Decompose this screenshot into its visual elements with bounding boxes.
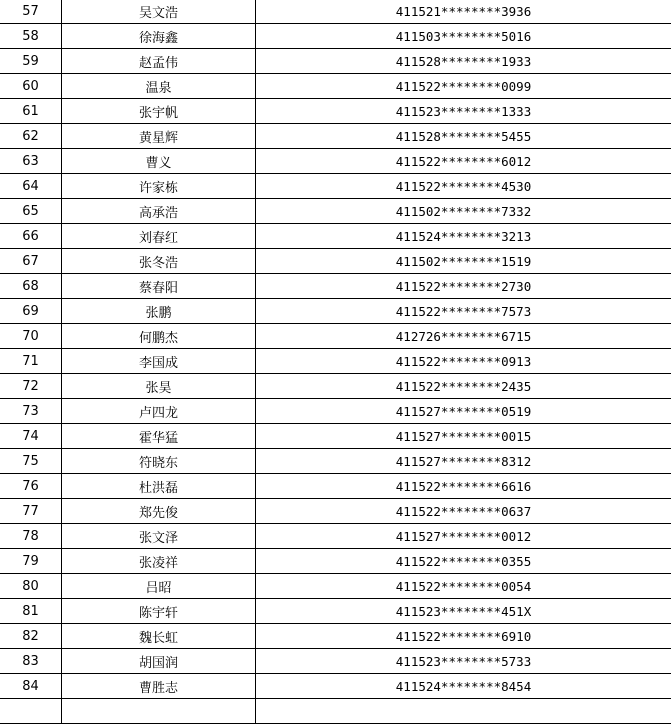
name-cell[interactable]: 郑先俊	[62, 499, 256, 524]
name-cell[interactable]: 符晓东	[62, 449, 256, 474]
name-cell[interactable]: 张鹏	[62, 299, 256, 324]
name-cell[interactable]: 卢四龙	[62, 399, 256, 424]
name-cell[interactable]: 张昊	[62, 374, 256, 399]
id-number-cell[interactable]: 411522********6616	[256, 474, 671, 499]
row-number-cell[interactable]: 78	[0, 524, 62, 549]
name-cell[interactable]: 许家栋	[62, 174, 256, 199]
row-number-cell[interactable]: 79	[0, 549, 62, 574]
row-number-cell[interactable]: 58	[0, 24, 62, 49]
id-number-cell[interactable]: 411524********3213	[256, 224, 671, 249]
id-number-cell[interactable]: 411522********7573	[256, 299, 671, 324]
id-number-cell[interactable]: 411527********0012	[256, 524, 671, 549]
id-number-cell[interactable]: 411522********0099	[256, 74, 671, 99]
table-row	[0, 149, 671, 174]
table-row	[0, 24, 671, 49]
row-number-cell[interactable]: 66	[0, 224, 62, 249]
row-number-cell[interactable]: 67	[0, 249, 62, 274]
table-row	[0, 399, 671, 424]
name-cell[interactable]: 吴文浩	[62, 0, 256, 24]
row-number-cell[interactable]: 83	[0, 649, 62, 674]
id-number-cell[interactable]: 411522********0054	[256, 574, 671, 599]
row-number-cell[interactable]: 84	[0, 674, 62, 699]
row-number-cell[interactable]: 68	[0, 274, 62, 299]
row-number-cell[interactable]: 73	[0, 399, 62, 424]
table-row	[0, 74, 671, 99]
id-number-cell[interactable]: 411522********0355	[256, 549, 671, 574]
name-cell[interactable]: 张文泽	[62, 524, 256, 549]
id-number-cell[interactable]: 411523********1333	[256, 99, 671, 124]
id-number-cell[interactable]: 411502********7332	[256, 199, 671, 224]
table-row	[0, 624, 671, 649]
name-cell[interactable]: 何鹏杰	[62, 324, 256, 349]
name-cell[interactable]: 张凌祥	[62, 549, 256, 574]
id-number-cell[interactable]: 411527********0015	[256, 424, 671, 449]
name-cell[interactable]: 曹胜志	[62, 674, 256, 699]
id-number-cell[interactable]: 411523********451X	[256, 599, 671, 624]
row-number-cell[interactable]: 59	[0, 49, 62, 74]
table-row	[0, 124, 671, 149]
name-cell[interactable]	[62, 699, 256, 724]
row-number-cell[interactable]: 60	[0, 74, 62, 99]
name-cell[interactable]: 张冬浩	[62, 249, 256, 274]
table-row	[0, 224, 671, 249]
table-row	[0, 49, 671, 74]
name-cell[interactable]: 霍华猛	[62, 424, 256, 449]
row-number-cell[interactable]: 72	[0, 374, 62, 399]
name-cell[interactable]: 张宇帆	[62, 99, 256, 124]
table-row	[0, 324, 671, 349]
row-number-cell[interactable]: 70	[0, 324, 62, 349]
name-cell[interactable]: 曹义	[62, 149, 256, 174]
name-cell[interactable]: 徐海鑫	[62, 24, 256, 49]
name-cell[interactable]: 陈宇轩	[62, 599, 256, 624]
table-row	[0, 524, 671, 549]
id-number-cell[interactable]: 411523********5733	[256, 649, 671, 674]
table-row	[0, 574, 671, 599]
id-number-cell[interactable]: 411502********1519	[256, 249, 671, 274]
id-number-cell[interactable]: 411522********2435	[256, 374, 671, 399]
table-row	[0, 299, 671, 324]
table-row	[0, 199, 671, 224]
name-cell[interactable]: 李国成	[62, 349, 256, 374]
name-cell[interactable]: 温泉	[62, 74, 256, 99]
table-row	[0, 449, 671, 474]
table-row	[0, 474, 671, 499]
row-number-cell[interactable]: 74	[0, 424, 62, 449]
table-row	[0, 349, 671, 374]
table-row	[0, 274, 671, 299]
row-number-cell[interactable]: 65	[0, 199, 62, 224]
row-number-cell[interactable]: 75	[0, 449, 62, 474]
row-number-cell[interactable]: 62	[0, 124, 62, 149]
table-row	[0, 374, 671, 399]
table-row	[0, 699, 671, 724]
id-number-cell[interactable]: 411503********5016	[256, 24, 671, 49]
name-cell[interactable]: 魏长虹	[62, 624, 256, 649]
id-number-cell[interactable]: 411522********6910	[256, 624, 671, 649]
row-number-cell[interactable]: 71	[0, 349, 62, 374]
name-cell[interactable]: 黄星辉	[62, 124, 256, 149]
table-row	[0, 424, 671, 449]
row-number-cell[interactable]: 69	[0, 299, 62, 324]
id-number-cell[interactable]: 411521********3936	[256, 0, 671, 24]
row-number-cell[interactable]: 77	[0, 499, 62, 524]
id-number-cell[interactable]: 411528********5455	[256, 124, 671, 149]
row-number-cell[interactable]: 81	[0, 599, 62, 624]
id-number-cell[interactable]: 412726********6715	[256, 324, 671, 349]
id-number-cell[interactable]: 411522********4530	[256, 174, 671, 199]
table-row	[0, 174, 671, 199]
name-cell[interactable]: 蔡春阳	[62, 274, 256, 299]
name-cell[interactable]: 吕昭	[62, 574, 256, 599]
row-number-cell[interactable]: 61	[0, 99, 62, 124]
name-cell[interactable]: 胡国润	[62, 649, 256, 674]
row-number-cell[interactable]: 82	[0, 624, 62, 649]
table-row	[0, 249, 671, 274]
id-number-cell[interactable]: 411524********8454	[256, 674, 671, 699]
id-number-cell[interactable]: 411522********2730	[256, 274, 671, 299]
id-number-cell[interactable]: 411527********0519	[256, 399, 671, 424]
table-row	[0, 599, 671, 624]
table-row	[0, 0, 671, 24]
id-number-cell[interactable]: 411528********1933	[256, 49, 671, 74]
name-cell[interactable]: 刘春红	[62, 224, 256, 249]
table-row	[0, 649, 671, 674]
table-row	[0, 99, 671, 124]
row-number-cell[interactable]: 64	[0, 174, 62, 199]
name-cell[interactable]: 赵孟伟	[62, 49, 256, 74]
table-row	[0, 499, 671, 524]
row-number-cell[interactable]: 57	[0, 0, 62, 24]
row-number-cell[interactable]	[0, 699, 62, 724]
row-number-cell[interactable]: 63	[0, 149, 62, 174]
name-cell[interactable]: 杜洪磊	[62, 474, 256, 499]
id-number-cell[interactable]	[256, 699, 671, 724]
id-number-cell[interactable]: 411522********6012	[256, 149, 671, 174]
id-number-cell[interactable]: 411527********8312	[256, 449, 671, 474]
name-cell[interactable]: 高承浩	[62, 199, 256, 224]
row-number-cell[interactable]: 80	[0, 574, 62, 599]
table-row	[0, 674, 671, 699]
table-row	[0, 549, 671, 574]
id-number-cell[interactable]: 411522********0913	[256, 349, 671, 374]
row-number-cell[interactable]: 76	[0, 474, 62, 499]
id-number-cell[interactable]: 411522********0637	[256, 499, 671, 524]
